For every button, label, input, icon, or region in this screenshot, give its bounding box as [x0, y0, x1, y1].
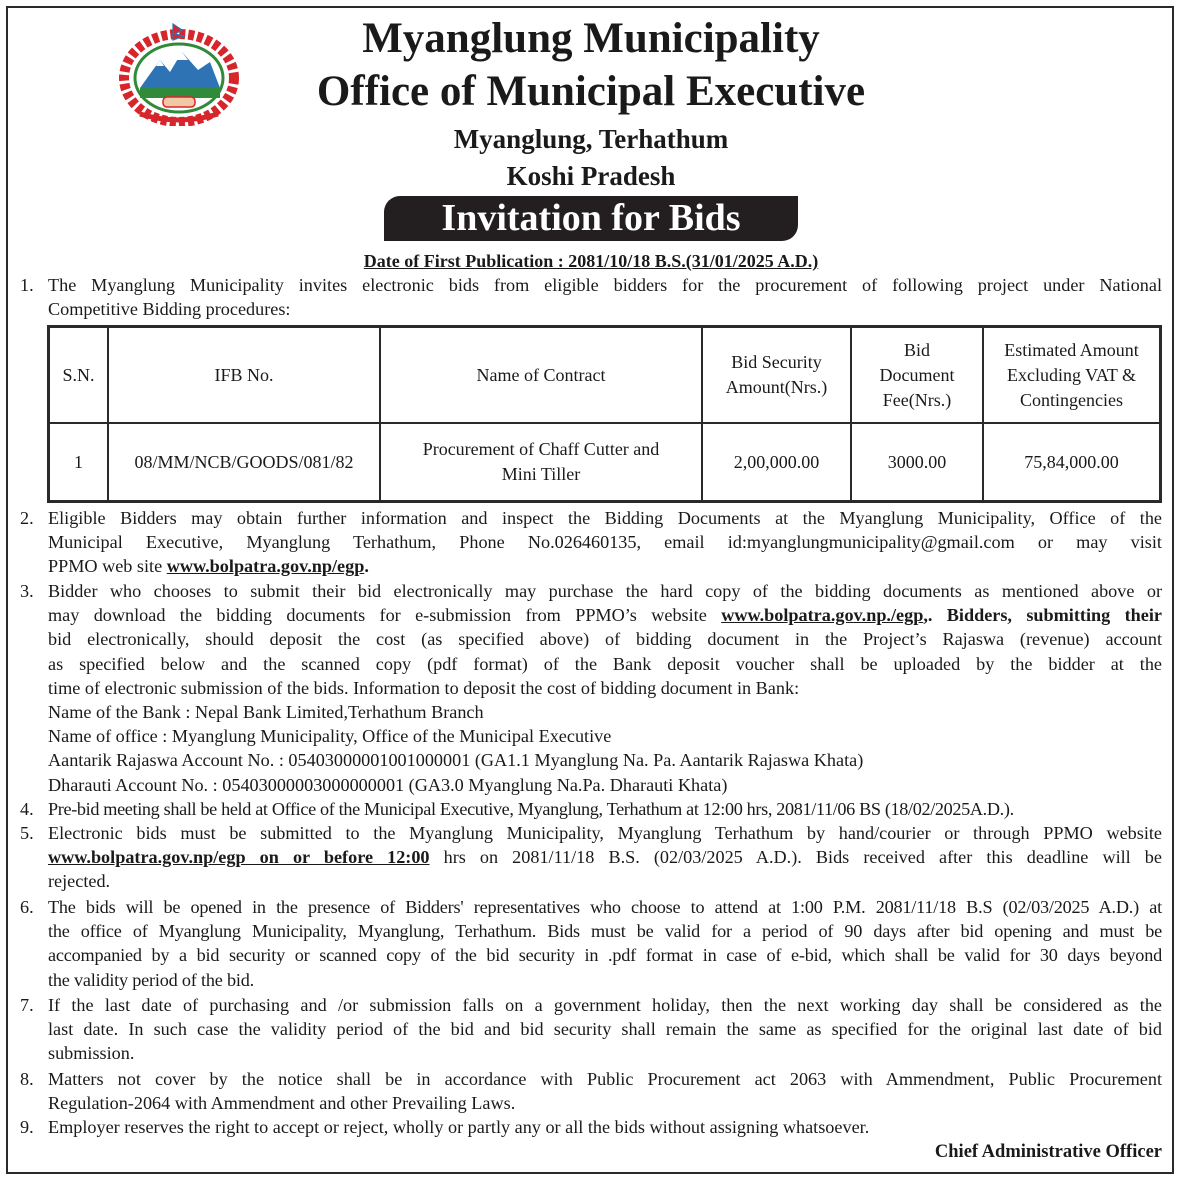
office-title: Office of Municipal Executive	[316, 68, 866, 115]
item-3-line-2	[48, 603, 1162, 627]
table-header-row	[49, 327, 1160, 423]
item-6-line-4: the validity period of the bid.	[48, 969, 254, 990]
item-3-line-1: Bidder who chooses to submit their bid electronically may purchase the hard copy of the bidding documents as mentioned above or	[48, 581, 1162, 601]
item-number: 9.	[20, 1117, 34, 1137]
aantarik-account: Aantarik Rajaswa Account No. : 05403000001001000001 (GA1.1 Myanglung Na. Pa. Aantarik Rajaswa Khata)	[48, 750, 864, 771]
item-4	[20, 797, 1162, 821]
cell-estimated-amount: 75,84,000.00	[983, 423, 1160, 501]
header-fee-line-3: Fee(Nrs.)	[882, 389, 952, 410]
header-estimated-amount	[983, 327, 1160, 423]
address-line-1: Myanglung, Terhathum	[453, 124, 729, 154]
cell-contract-name-line-1: Procurement of Chaff Cutter and	[422, 439, 660, 459]
item-5-line-1: Electronic bids must be submitted to the Myanglung Municipality, Myanglung Terhathum by hand/courier or through PPMO website	[48, 823, 1162, 843]
item-8	[20, 1067, 1162, 1115]
header-bid-security	[702, 327, 851, 423]
item-8-line-1: Matters not cover by the notice shall be in accordance with Public Procurement act 2063 with Ammendment, Public Procurement	[48, 1069, 1162, 1089]
header-sn: S.N.	[49, 327, 108, 423]
header-est-line-2: Excluding VAT &	[1006, 364, 1136, 385]
ppmo-website-link[interactable]: www.bolpatra.gov.np/egp	[166, 556, 365, 577]
submission-deadline-link[interactable]: www.bolpatra.gov.np/egp on or before 12:00	[48, 847, 430, 868]
item-5	[20, 821, 1162, 894]
header-fee-line-2: Document	[879, 364, 955, 385]
item-3-line-2-punct: ,. Bidders, submitting their	[923, 605, 1162, 626]
office-name: Name of office : Myanglung Municipality, Office of the Municipal Executive	[48, 726, 612, 747]
header-fee-line-1: Bid	[903, 339, 930, 360]
item-2-line-1: Eligible Bidders may obtain further information and inspect the Bidding Documents at the Myanglung Municipality, Office of the	[48, 508, 1162, 528]
item-7-line-1: If the last date of purchasing and /or submission falls on a government holiday, then the next working day shall be considered as the	[48, 995, 1162, 1015]
header-bid-document-fee	[851, 327, 983, 423]
item-4-line-1: Pre-bid meeting shall be held at Office of the Municipal Executive, Myanglung, Terhathum at 12:00 hrs, 2081/11/06 BS (18/02/2025A.D.).	[48, 799, 1014, 819]
item-2-line-2: Municipal Executive, Myanglung Terhathum, Phone No.026460135, email id:myanglungmunicipality@gmail.com or may visit	[48, 532, 1162, 553]
header-est-line-3: Contingencies	[1020, 389, 1123, 410]
item-number: 4.	[20, 799, 34, 819]
header-est-line-1: Estimated Amount	[1004, 339, 1139, 360]
item-number: 2.	[20, 508, 34, 528]
municipality-title: Myanglung Municipality	[362, 15, 820, 62]
header-ifb: IFB No.	[108, 327, 380, 423]
item-number: 1.	[20, 275, 34, 295]
item-7-line-2: last date. In such case the validity period of the bid and bid security shall remain the same as specified for the original last date of bid	[48, 1019, 1162, 1040]
item-6-line-3: accompanied by a bid security or scanned copy of the bid security in .pdf format in case of e-bid, which shall be valid for 30 days beyond	[48, 945, 1162, 966]
cell-contract-name	[380, 423, 702, 501]
item-2-line-3-text: PPMO web site	[48, 556, 167, 577]
invitation-banner: Invitation for Bids	[384, 196, 798, 241]
item-3-line-3: bid electronically, should deposit the cost (as specified above) of bidding document in the Project’s Rajaswa (revenue) account	[48, 629, 1162, 650]
cell-bid-security: 2,00,000.00	[702, 423, 851, 501]
item-number: 6.	[20, 897, 34, 917]
item-5-line-2-text: hrs on 2081/11/18 B.S. (02/03/2025 A.D.). Bids received after this deadline will be	[429, 847, 1162, 868]
item-2-line-3	[48, 554, 1162, 578]
table-row	[49, 423, 1160, 501]
item-3-line-4: as specified below and the scanned copy (pdf format) of the Bank deposit voucher shall be uploaded by the bidder at the	[48, 653, 1162, 674]
item-number: 8.	[20, 1069, 34, 1089]
item-2-line-3-end: .	[364, 556, 369, 577]
item-5-line-3: rejected.	[48, 871, 111, 892]
ppmo-website-link[interactable]: www.bolpatra.gov.np./egp	[721, 605, 924, 626]
bank-name: Name of the Bank : Nepal Bank Limited,Terhathum Branch	[48, 702, 484, 723]
item-2	[20, 506, 1162, 579]
header-bid-security-line-1: Bid Security	[731, 352, 822, 372]
cell-sn: 1	[49, 423, 108, 501]
item-7	[20, 993, 1162, 1066]
signature-title: Chief Administrative Officer	[934, 1142, 1162, 1162]
item-9	[20, 1115, 1162, 1139]
bid-table	[47, 325, 1162, 503]
item-6-line-2: the office of Myanglung Municipality, Myanglung, Terhathum. Bids must be valid for a period of 90 days after bid opening and must be	[48, 921, 1162, 942]
header-contract-name: Name of Contract	[380, 327, 702, 423]
item-number: 5.	[20, 823, 34, 843]
item-1-line-1: The Myanglung Municipality invites electronic bids from eligible bidders for the procurement of following project under National	[48, 275, 1162, 295]
item-8-line-2: Regulation-2064 with Ammendment and other Prevailing Laws.	[48, 1093, 516, 1114]
cell-ifb: 08/MM/NCB/GOODS/081/82	[108, 423, 380, 501]
item-7-line-3: submission.	[48, 1043, 135, 1064]
item-9-line-1: Employer reserves the right to accept or reject, wholly or partly any or all the bids without assigning whatsoever.	[48, 1117, 870, 1137]
cell-contract-name-line-2: Mini Tiller	[501, 464, 581, 484]
item-6-line-1: The bids will be opened in the presence of Bidders' representatives who choose to attend at 1:00 P.M. 2081/11/18 B.S (02/03/2025 A.D.) at	[48, 897, 1162, 917]
dharauti-account: Dharauti Account No. : 05403000003000000001 (GA3.0 Myanglung Na.Pa. Dharauti Khata)	[48, 774, 728, 795]
item-6	[20, 895, 1162, 992]
address-line-2: Koshi Pradesh	[506, 161, 676, 191]
item-1-line-2: Competitive Bidding procedures:	[48, 299, 291, 320]
item-1	[20, 273, 1162, 321]
item-number: 3.	[20, 581, 34, 601]
cell-document-fee: 3000.00	[851, 423, 983, 501]
item-5-line-2	[48, 845, 1162, 869]
publication-date-text: Date of First Publication : 2081/10/18 B.S.(31/01/2025 A.D.)	[363, 251, 819, 271]
item-3	[20, 579, 1162, 797]
item-number: 7.	[20, 995, 34, 1015]
publication-date	[0, 249, 1182, 273]
header-bid-security-line-2: Amount(Nrs.)	[725, 377, 828, 397]
item-3-line-5: time of electronic submission of the bids. Information to deposit the cost of bidding document in Bank:	[48, 677, 800, 698]
item-3-line-2-text: may download the bidding documents for e-submission from PPMO’s website	[48, 605, 722, 626]
